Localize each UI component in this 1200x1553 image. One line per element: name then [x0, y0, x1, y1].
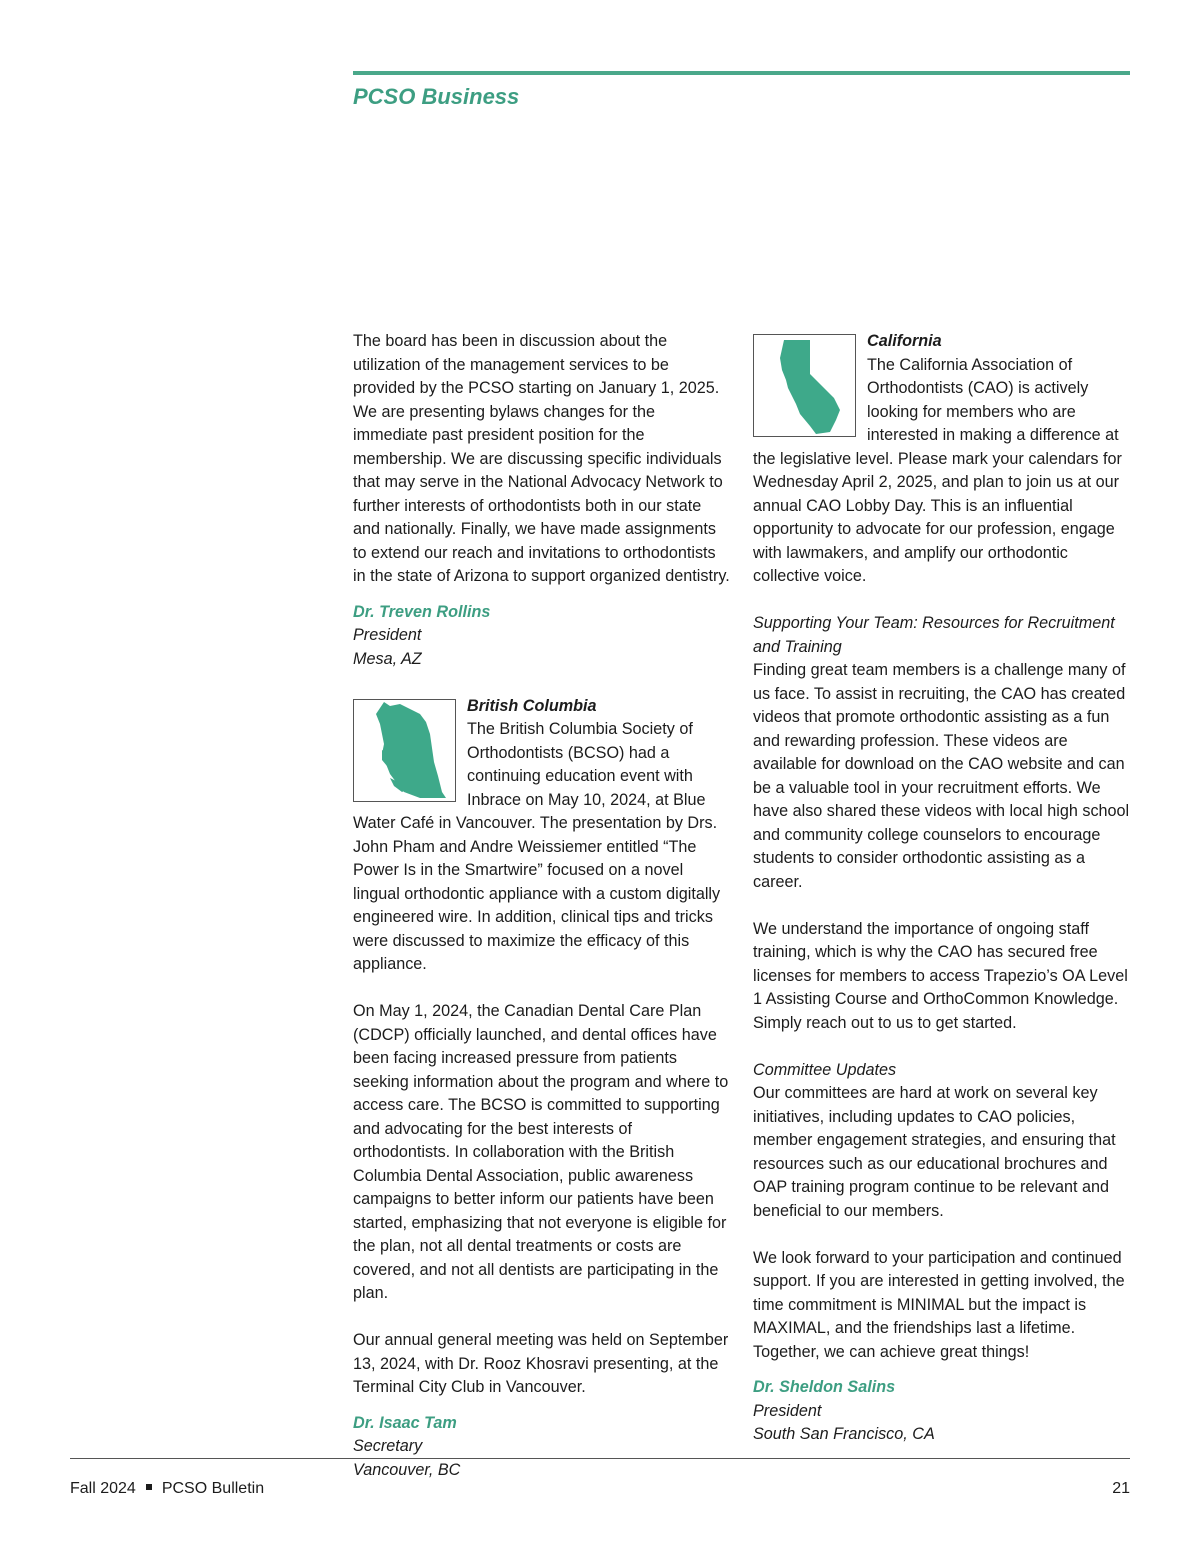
ca-heading: California — [867, 332, 942, 350]
bc-paragraph-1: The British Columbia Society of Orthodontists (BCSO) had a continuing education event with Inbrace on May 10, 2024, at Blue Water Café in Vancouver. The presentation by Drs. John Pham and Andre Weissiemer entitled “The Power Is in the Smartwire” focused on a novel lingual orthodontic appliance with a custom digitally engineered wire. In addition, clinical tips and tricks were discussed to maximize the efficacy of this appliance. — [353, 720, 721, 973]
signature-name: Dr. Sheldon Salins — [753, 1378, 896, 1396]
signature-name: Dr. Treven Rollins — [353, 602, 491, 621]
british-columbia-map-icon — [360, 700, 450, 800]
signature-city: Mesa, AZ — [353, 649, 422, 668]
footer-separator-icon — [146, 1484, 152, 1490]
bc-signature — [353, 1412, 731, 1483]
ca-signature — [753, 1376, 1131, 1447]
right-column — [753, 330, 1131, 1447]
footer-rule — [70, 1458, 1130, 1459]
bc-section — [353, 695, 731, 1483]
page-number: 21 — [1112, 1480, 1130, 1497]
bc-paragraph-3: Our annual general meeting was held on September 13, 2024, with Dr. Rooz Khosravi presenting, at the Terminal City Club in Vancouver. — [353, 1331, 729, 1396]
left-column — [353, 330, 731, 1482]
signature-role: Secretary — [353, 1437, 423, 1455]
az-intro-paragraph: The board has been in discussion about the utilization of the management services to be provided by the PCSO starting on January 1, 2025. We are presenting bylaws changes for the immediate past president position for the membership. We are discussing specific individuals that may serve in the National Advocacy Network to further interests of orthodontists both in our state and nationally. Finally, we have made assignments to extend our reach and invitations to orthodontists in the state of Arizona to support organized dentistry. — [353, 332, 730, 585]
footer-issue: Fall 2024 — [70, 1480, 136, 1497]
ca-subhead-committee: Committee Updates — [753, 1060, 897, 1079]
ca-section — [753, 330, 1131, 1447]
az-signature — [353, 601, 731, 672]
ca-paragraph-2: Finding great team members is a challenge many of us face. To assist in recruiting, the CAO has created videos that promote orthodontic assisting as a fun and rewarding profession. These videos are available for download on the CAO website and can be a valuable tool in your recruitment efforts. We have also shared these videos with local high school and community college counselors to encourage students to consider orthodontic assisting as a career. — [753, 661, 1130, 891]
california-map-icon — [760, 336, 850, 436]
signature-role: President — [753, 1401, 822, 1420]
footer-issue-info — [70, 1480, 264, 1498]
signature-name: Dr. Isaac Tam — [353, 1413, 457, 1432]
ca-map-image — [753, 334, 856, 437]
signature-role: President — [353, 626, 422, 644]
section-title: PCSO Business — [353, 84, 520, 109]
ca-paragraph-3: We understand the importance of ongoing staff training, which is why the CAO has secured free licenses for members to access Trapezio’s OA Level 1 Assisting Course and OrthoCommon Knowledge. Simply reach out to us to get started. — [753, 919, 1128, 1032]
section-top-rule — [353, 71, 1130, 75]
signature-city: South San Francisco, CA — [753, 1425, 935, 1443]
ca-paragraph-5: We look forward to your participation and continued support. If you are interested in getting involved, the time commitment is MINIMAL but the impact is MAXIMAL, and the friendships last a lifetime. Together, we can achieve great things! — [753, 1248, 1125, 1361]
bc-heading: British Columbia — [467, 696, 597, 715]
signature-city: Vancouver, BC — [353, 1460, 461, 1479]
ca-paragraph-1: The California Association of Orthodontists (CAO) is actively looking for members who are interested in making a difference at the legislative level. Please mark your calendars for Wednesday April 2, 2025, and plan to join us at our annual CAO Lobby Day. This is an influential opportunity to advocate for our profession, engage with lawmakers, and amplify our orthodontic collective voice. — [753, 355, 1122, 585]
ca-subhead-recruitment: Supporting Your Team: Resources for Recruitment and Training — [753, 614, 1115, 656]
bc-map-image — [353, 699, 456, 802]
bc-paragraph-2: On May 1, 2024, the Canadian Dental Care Plan (CDCP) officially launched, and dental offices have been facing increased pressure from patients seeking information about the program and where to access care. The BCSO is committed to supporting and advocating for the best interests of orthodontists. In collaboration with the British Columbia Dental Association, public awareness campaigns to better inform our patients have been started, emphasizing that not everyone is eligible for the plan, not all dental treatments or costs are covered, and not all dentists are participating in the plan. — [353, 1002, 729, 1302]
footer-publication: PCSO Bulletin — [161, 1480, 265, 1497]
ca-paragraph-4: Our committees are hard at work on several key initiatives, including updates to CAO policies, member engagement strategies, and ensuring that resources such as our educational brochures and OAP training program continue to be relevant and beneficial to our members. — [753, 1084, 1116, 1220]
